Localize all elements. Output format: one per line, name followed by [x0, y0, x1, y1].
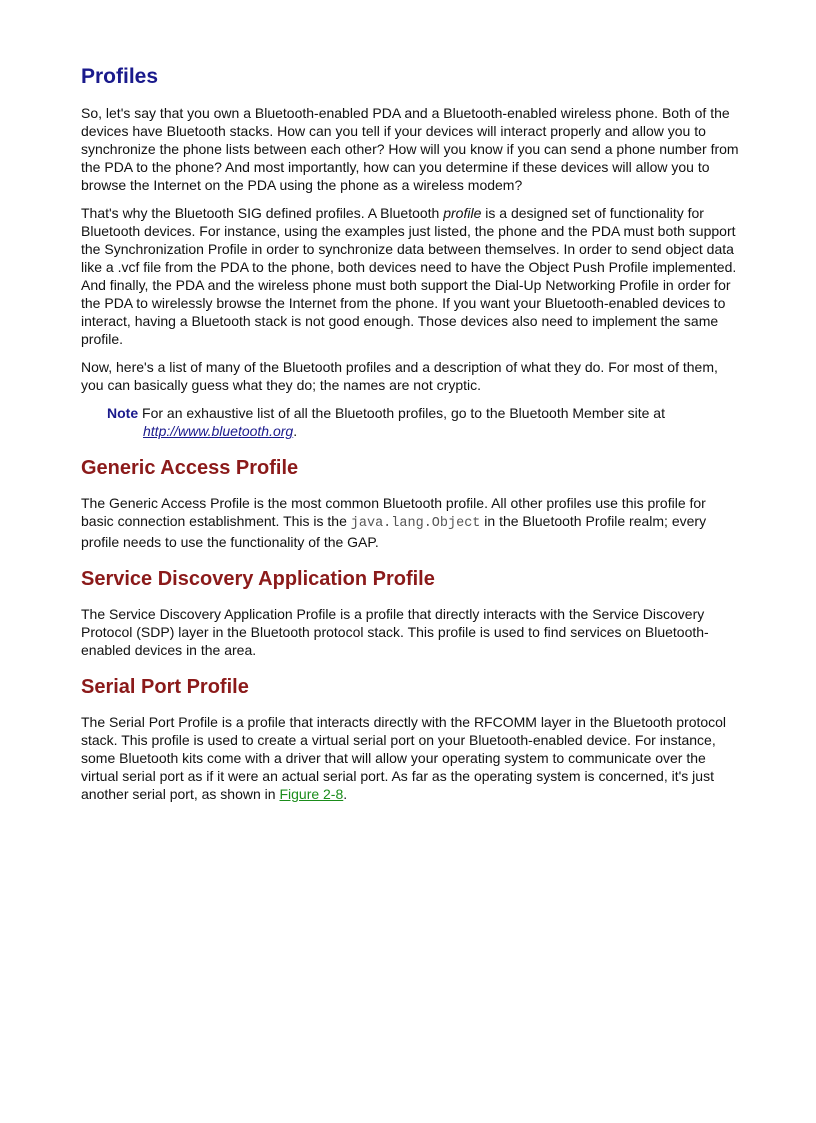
spp-paragraph — [81, 713, 741, 803]
profiles-paragraph-2 — [81, 204, 741, 348]
gap-paragraph — [81, 494, 741, 551]
note-label: Note — [107, 405, 139, 421]
document-page — [81, 62, 741, 813]
profiles-paragraph-3: Now, here's a list of many of the Bluetooth profiles and a description of what they do. For most of them, you can basically guess what they do; the names are not cryptic. — [81, 359, 718, 393]
note-end: . — [293, 423, 298, 439]
gap-heading: Generic Access Profile — [81, 457, 299, 479]
note-block — [107, 404, 741, 440]
java-object-code: java.lang.Object — [350, 516, 481, 531]
profiles-paragraph-1: So, let's say that you own a Bluetooth-enabled PDA and a Bluetooth-enabled wireless phone. Both of the devices have Bluetooth stacks. How can you tell if your devices will interact properly and allow you to synchronize the phone lists between each other? How will you know if you can send a phone number from the PDA to the phone? And most importantly, how can you determine if these devices will allow you to browse the Internet on the PDA using the phone as a wireless modem? — [81, 105, 739, 193]
profiles-p2-text-before: That's why the Bluetooth SIG defined profiles. A Bluetooth — [81, 205, 444, 221]
figure-2-8-link[interactable]: Figure 2-8 — [279, 786, 344, 802]
profile-term: profile — [443, 205, 482, 221]
sdap-heading: Service Discovery Application Profile — [81, 568, 435, 590]
profiles-p2-text-after: is a designed set of functionality for Bluetooth devices. For instance, using the examples just listed, the phone and the PDA must both support the Synchronization Profile in order to synchronize data between themselves. In order to send object data like a .vcf file from the PDA to the phone, both devices need to have the Object Push Profile implemented. And finally, the PDA and the wireless phone must both support the Dial-Up Networking Profile in order for the PDA to wirelessly browse the Internet from the phone. If you want your Bluetooth-enabled devices to interact, having a Bluetooth stack is not good enough. Those devices also need to implement the same profile. — [81, 205, 737, 347]
spp-text-before: The Serial Port Profile is a profile that interacts directly with the RFCOMM layer in the Bluetooth protocol stack. This profile is used to create a virtual serial port on your Bluetooth-enabled device. For instance, some Bluetooth kits come with a driver that will allow your operating system to communicate over the virtual serial port as if it were an actual serial port. As far as the operating system is concerned, it's just another serial port, as shown in — [81, 714, 727, 802]
gap-text-after: in the Bluetooth Profile realm; every profile needs to use the functionality of the GAP. — [81, 513, 707, 550]
profiles-heading: Profiles — [81, 65, 159, 88]
sdap-paragraph: The Service Discovery Application Profile is a profile that directly interacts with the Service Discovery Protocol (SDP) layer in the Bluetooth protocol stack. This profile is used to find services on Bluetooth-enabled devices in the area. — [81, 606, 709, 658]
bluetooth-org-link[interactable]: http://www.bluetooth.org — [143, 423, 294, 439]
spp-heading: Serial Port Profile — [81, 676, 249, 698]
note-text: For an exhaustive list of all the Bluetooth profiles, go to the Bluetooth Member site at — [138, 405, 665, 421]
gap-text-before: The Generic Access Profile is the most common Bluetooth profile. All other profiles use this profile for basic connection establishment. This is the — [81, 495, 706, 529]
spp-text-after: . — [343, 786, 348, 802]
